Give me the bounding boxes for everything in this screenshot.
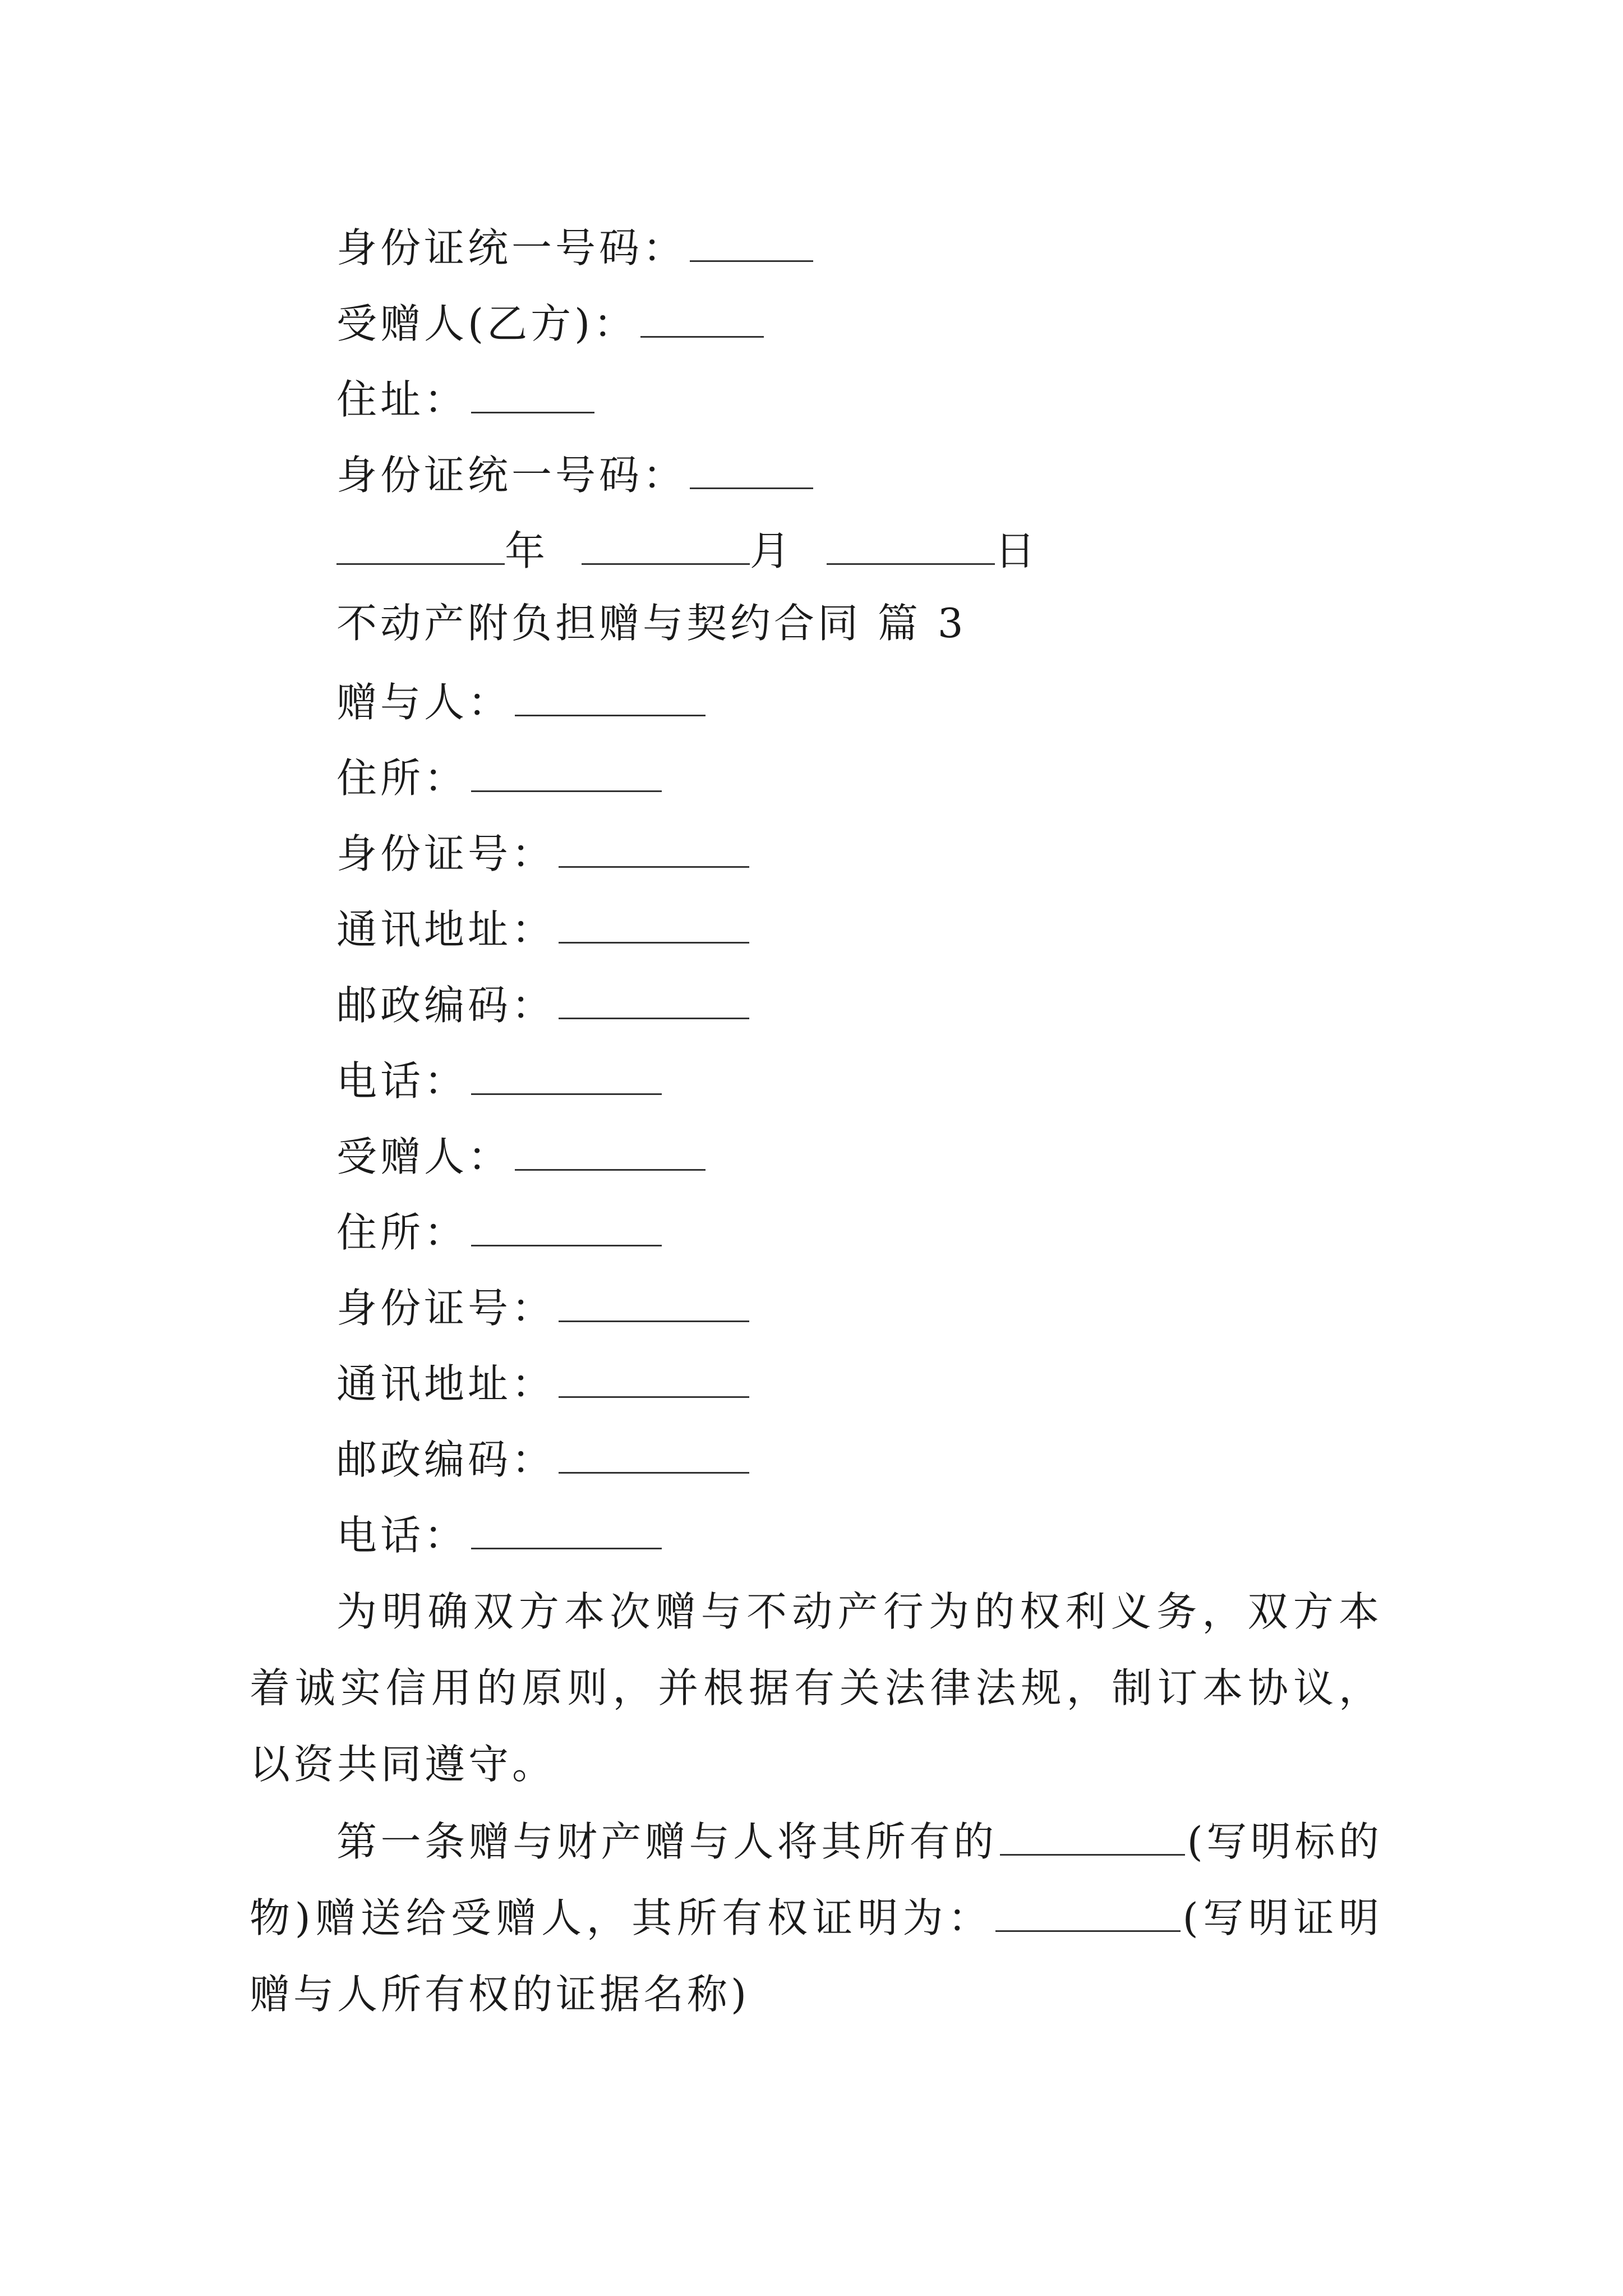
month-label: 月 — [749, 527, 794, 574]
fill-blank[interactable] — [559, 830, 749, 868]
field-label: 受赠人(乙方)： — [336, 300, 638, 347]
year-blank[interactable] — [336, 527, 505, 565]
fill-blank[interactable] — [559, 1360, 749, 1398]
article-text-c: (写明证明赠与人所有权的证据名称) — [250, 1894, 1382, 2018]
field-donee-name — [336, 1133, 706, 1180]
field-label: 电话： — [336, 1512, 468, 1559]
field-donee-address — [336, 1360, 749, 1407]
day-label: 日 — [994, 527, 1039, 574]
fill-blank[interactable] — [559, 982, 749, 1019]
fill-blank[interactable] — [559, 906, 749, 944]
article-one-paragraph — [250, 1803, 1382, 2032]
date-line — [336, 527, 1039, 574]
field-label: 赠与人： — [336, 679, 512, 726]
field-label: 邮政编码： — [336, 982, 556, 1029]
day-blank[interactable] — [827, 527, 995, 565]
field-donee-residence — [336, 1209, 662, 1256]
field-donor-address — [336, 906, 749, 953]
fill-blank[interactable] — [471, 376, 594, 413]
fill-blank[interactable] — [471, 1057, 662, 1095]
field-donor-phone — [336, 1057, 662, 1105]
field-label: 身份证统一号码： — [336, 452, 687, 499]
field-id-number-2 — [336, 452, 813, 499]
field-label: 住址： — [336, 376, 468, 423]
ownership-proof-blank[interactable] — [995, 1897, 1181, 1932]
fill-blank[interactable] — [471, 1209, 662, 1246]
field-address — [336, 376, 594, 423]
fill-blank[interactable] — [559, 1285, 749, 1322]
field-label: 邮政编码： — [336, 1436, 556, 1483]
fill-blank[interactable] — [471, 1512, 662, 1549]
article-text-a: 第一条赠与财产赠与人将其所有的 — [336, 1818, 998, 1865]
field-donee-postcode — [336, 1436, 749, 1483]
field-label: 通讯地址： — [336, 906, 556, 953]
field-donee-phone — [336, 1512, 662, 1559]
fill-blank[interactable] — [690, 224, 813, 262]
field-donee-id — [336, 1285, 749, 1332]
year-label: 年 — [505, 527, 549, 574]
field-donor-id — [336, 830, 749, 877]
fill-blank[interactable] — [640, 300, 764, 338]
field-donor-residence — [336, 754, 662, 802]
field-donee-party-b — [336, 300, 764, 347]
field-donor-postcode — [336, 982, 749, 1029]
fill-blank[interactable] — [515, 1133, 706, 1171]
field-label: 身份证号： — [336, 830, 556, 877]
fill-blank[interactable] — [515, 679, 706, 716]
fill-blank[interactable] — [471, 754, 662, 792]
field-label: 身份证号： — [336, 1285, 556, 1332]
field-label: 受赠人： — [336, 1133, 512, 1180]
field-label: 住所： — [336, 754, 468, 802]
field-donor-name — [336, 679, 706, 726]
field-label: 电话： — [336, 1057, 468, 1105]
preamble-paragraph: 为明确双方本次赠与不动产行为的权利义务，双方本着诚实信用的原则，并根据有关法律法规，制订本协议，以资共同遵守。 — [250, 1588, 1382, 1788]
article-text-b: (写明标的物)赠送给受赠人，其所有权证明为： — [250, 1818, 1382, 1941]
fill-blank[interactable] — [559, 1436, 749, 1474]
property-blank[interactable] — [1000, 1820, 1185, 1856]
field-label: 身份证统一号码： — [336, 224, 687, 272]
field-label: 通讯地址： — [336, 1360, 556, 1407]
fill-blank[interactable] — [690, 452, 813, 489]
month-blank[interactable] — [582, 527, 750, 565]
field-label: 住所： — [336, 1209, 468, 1256]
field-id-number-1 — [336, 224, 813, 272]
section-heading: 不动产附负担赠与契约合同 篇 3 — [336, 600, 967, 647]
